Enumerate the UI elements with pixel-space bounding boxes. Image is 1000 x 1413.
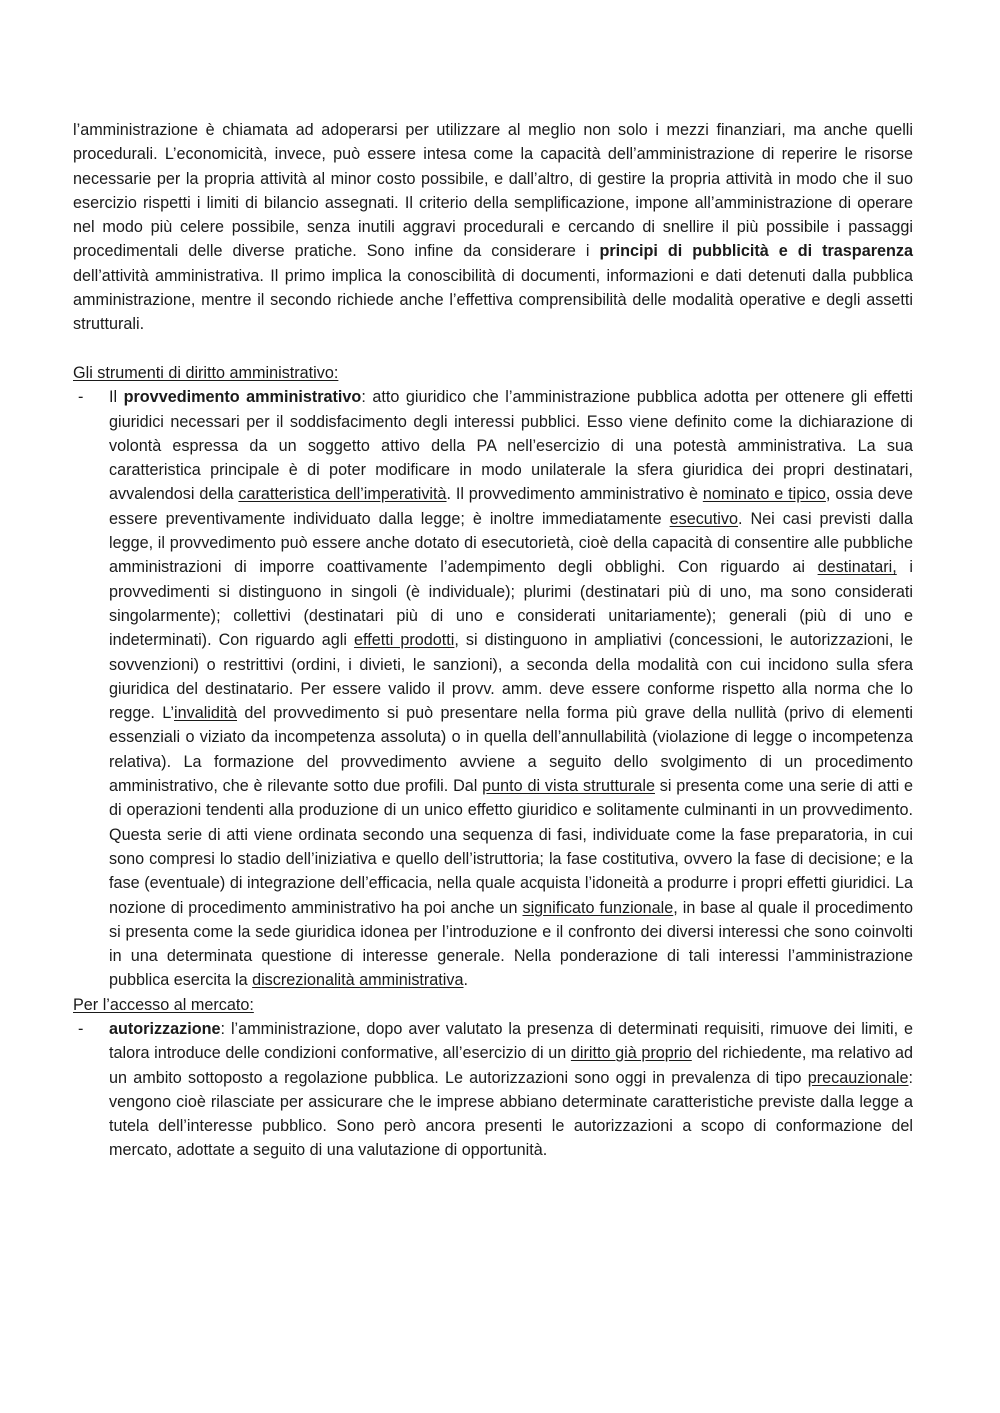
- underlined-term: esecutivo: [669, 509, 738, 528]
- intro-bold-term: principi di pubblicità e di trasparenza: [599, 242, 913, 261]
- text-run: : atto giuridico che l’amministrazione pubblica adotta per ottenere gli effetti giuridici necessari per il soddisfacimento degli interessi pubblici. Esso viene definito come la dichiarazione di volontà espressa da un soggetto attivo della PA nell’esercizio di una potestà amministrativa. La sua caratteristica principale è di poter modificare in modo unilaterale la sfera giuridica dei propri destinatari, avvalendosi della: [109, 388, 913, 504]
- underlined-term: invalidità: [174, 704, 238, 723]
- term-autorizzazione: autorizzazione: [109, 1019, 221, 1038]
- underlined-term: caratteristica dell’imperatività: [238, 485, 447, 504]
- intro-text-end: dell’attività amministrativa. Il primo implica la conoscibilità di documenti, informazioni e dati detenuti dalla pubblica amministrazione, mentre il secondo richiede anche l’effettiva comprensibilità delle modalità operative e degli assetti strutturali.: [73, 266, 913, 334]
- text-run: Il: [109, 388, 124, 407]
- underlined-term: precauzionale: [807, 1068, 909, 1087]
- paragraph-gap: [73, 337, 913, 361]
- underlined-term: destinatari,: [817, 558, 897, 577]
- underlined-term: nominato e tipico: [702, 485, 826, 504]
- document-page: [73, 118, 913, 1163]
- dash-bullet: -: [78, 1019, 84, 1038]
- dash-bullet: -: [78, 388, 84, 407]
- text-run: , ossia deve essere preventivamente individuato dalla legge; è inoltre immediatamente: [109, 485, 913, 528]
- section-heading-text: Per l’accesso al mercato:: [73, 995, 254, 1014]
- intro-text: l’amministrazione è chiamata ad adoperarsi per utilizzare al meglio non solo i mezzi finanziari, ma anche quelli procedurali. L’economicità, invece, può essere intesa come la capacità dell’amministrazione di reperire le risorse necessarie per la propria attività al minor costo possibile, e dall’altro, di gestire la propria attività in modo che il suo esercizio rispetti i limiti di bilancio assegnati. Il criterio della semplificazione, impone all’amministrazione di operare nel modo più celere possibile, senza inutili aggravi procedurali e cercando di snellire il più possibile i passaggi procedimentali delle diverse pratiche. Sono infine da considerare i: [73, 121, 913, 261]
- text-run: : l’amministrazione, dopo aver valutato la presenza di determinati requisiti, rimuove dei limiti, e talora introduce delle condizioni conformative, all’esercizio di un: [109, 1019, 913, 1063]
- list-item-autorizzazione: [73, 1017, 913, 1163]
- section-heading-mercato: [73, 993, 913, 1017]
- text-run: : vengono cioè rilasciate per assicurare che le imprese abbiano determinate caratteristiche previste dalla legge a tutela dell’interesse pubblico. Sono però ancora presenti le autorizzazioni a scopo di conformazione del mercato, adottate a seguito di una valutazione di opportunità.: [109, 1068, 913, 1160]
- text-run: , si distinguono in ampliativi (concessioni, le autorizzazioni, le sovvenzioni) o restrittivi (ordini, i divieti, le sanzioni), a seconda della modalità con cui incidono sulla sfera giuridica del destinatario. Per essere valido il provv. amm. deve essere conforme rispetto alla norma che lo regge. L’: [109, 631, 913, 723]
- text-run: del provvedimento si può presentare nella forma più grave della nullità (privo di elementi essenziali o viziato da incompetenza assoluta) o in quella dell’annullabilità (violazione di legge o incompetenza relativa). La formazione del provvedimento avviene a seguito dello svolgimento di un procedimento amministrativo, che è rilevante sotto due profili. Dal: [109, 704, 913, 796]
- text-run: , in base al quale il procedimento si presenta come la sede giuridica idonea per l’introduzione e il confronto dei diversi interessi che sono coinvolti in una determinata questione di interesse generale. Nella ponderazione di tali interessi l’amministrazione pubblica esercita la: [109, 898, 913, 990]
- text-run: del richiedente, ma relativo ad un ambito sottoposto a regolazione pubblica. Le autorizzazioni sono oggi in prevalenza di tipo: [109, 1044, 913, 1087]
- term-provvedimento: provvedimento amministrativo: [123, 388, 362, 407]
- list-mercato: [73, 1017, 913, 1163]
- intro-paragraph: [73, 118, 913, 337]
- list-item-provvedimento: [73, 385, 913, 992]
- underlined-term: effetti prodotti: [354, 631, 455, 650]
- section-heading-text: Gli strumenti di diritto amministrativo:: [73, 363, 339, 382]
- text-run: i provvedimenti si distinguono in singoli (è individuale); plurimi (destinatari più di uno, ma sono considerati singolarmente); collettivi (destinatari più di uno e considerati unitariamente); generali (più di uno e indeterminati). Con riguardo agli: [109, 558, 914, 650]
- underlined-term: discrezionalità amministrativa: [252, 971, 464, 990]
- text-run: . Il provvedimento amministrativo è: [446, 485, 703, 504]
- section-heading-strumenti: [73, 361, 913, 385]
- underlined-term: punto di vista strutturale: [482, 777, 655, 796]
- text-run: .: [463, 971, 468, 990]
- underlined-term: diritto già proprio: [570, 1044, 692, 1063]
- text-run: si presenta come una serie di atti e di operazioni tendenti alla produzione di un unico effetto giuridico e solitamente culminanti in un provvedimento. Questa serie di atti viene ordinata secondo una sequenza di fasi, individuate come la fase preparatoria, in cui sono compresi lo stadio dell’iniziativa e quello dell’istruttoria; la fase costitutiva, ovvero la fase di decisione; e la fase (eventuale) di integrazione dell’efficacia, nella quale acquista l’idoneità a produrre i propri effetti giuridici. La nozione di procedimento amministrativo ha poi anche un: [109, 777, 913, 917]
- underlined-term: significato funzionale: [522, 898, 674, 917]
- text-run: . Nei casi previsti dalla legge, il provvedimento può essere anche dotato di esecutorietà, cioè della capacità di consentire alle pubbliche amministrazioni di imporre coattivamente l’adempimento degli obblighi. Con riguardo ai: [109, 509, 913, 577]
- list-strumenti: [73, 385, 913, 992]
